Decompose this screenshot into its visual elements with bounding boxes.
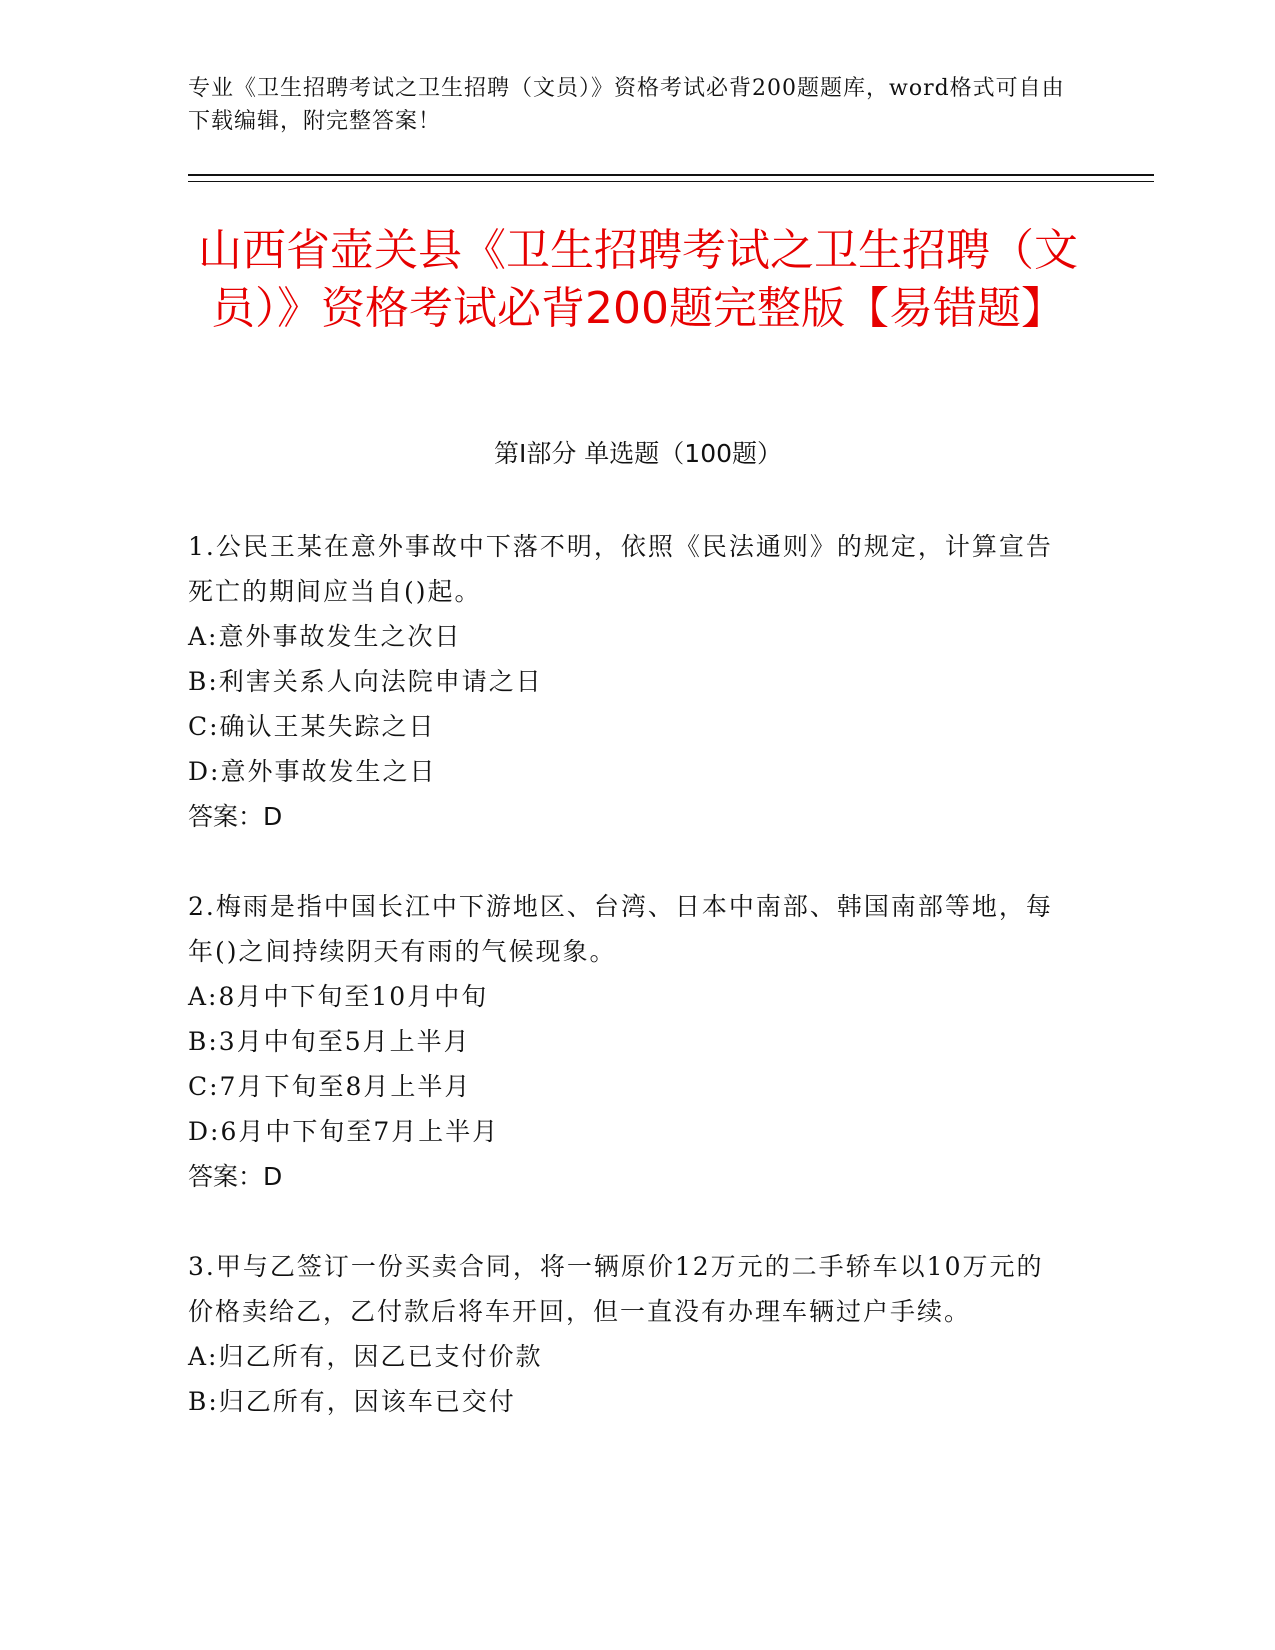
answer: 答案：D xyxy=(188,1162,283,1191)
option-a: A:意外事故发生之次日 xyxy=(188,622,462,651)
option-a: A:归乙所有，因乙已支付价款 xyxy=(188,1342,543,1371)
option-d: D:6月中下旬至7月上半月 xyxy=(188,1117,500,1146)
header-divider-thin xyxy=(188,181,1154,182)
document-title: 山西省壶关县《卫生招聘考试之卫生招聘（文员）》资格考试必背200题完整版【易错题】 xyxy=(198,225,1078,334)
question-2 xyxy=(188,884,1068,1199)
option-d: D:意外事故发生之日 xyxy=(188,757,437,786)
question-stem: 2.梅雨是指中国长江中下游地区、台湾、日本中南部、韩国南部等地，每年()之间持续阴天有雨的气候现象。 xyxy=(188,892,1053,966)
section-title: 第I部分 单选题（100题） xyxy=(493,439,783,468)
question-stem: 3.甲与乙签订一份买卖合同，将一辆原价12万元的二手轿车以10万元的价格卖给乙，乙付款后将车开回，但一直没有办理车辆过户手续。 xyxy=(188,1252,1044,1326)
header-divider-thick xyxy=(188,174,1154,176)
option-c: C:确认王某失踪之日 xyxy=(188,712,436,741)
option-b: B:3月中旬至5月上半月 xyxy=(188,1027,471,1056)
header-note: 专业《卫生招聘考试之卫生招聘（文员）》资格考试必背200题题库，word格式可自由下载编辑，附完整答案！ xyxy=(188,76,1065,134)
answer: 答案：D xyxy=(188,802,283,831)
option-a: A:8月中下旬至10月中旬 xyxy=(188,982,489,1011)
question-3 xyxy=(188,1244,1068,1424)
question-stem: 1.公民王某在意外事故中下落不明，依照《民法通则》的规定，计算宣告死亡的期间应当自()起。 xyxy=(188,532,1053,606)
option-b: B:归乙所有，因该车已交付 xyxy=(188,1387,516,1416)
option-c: C:7月下旬至8月上半月 xyxy=(188,1072,472,1101)
question-1 xyxy=(188,524,1068,839)
option-b: B:利害关系人向法院申请之日 xyxy=(188,667,543,696)
